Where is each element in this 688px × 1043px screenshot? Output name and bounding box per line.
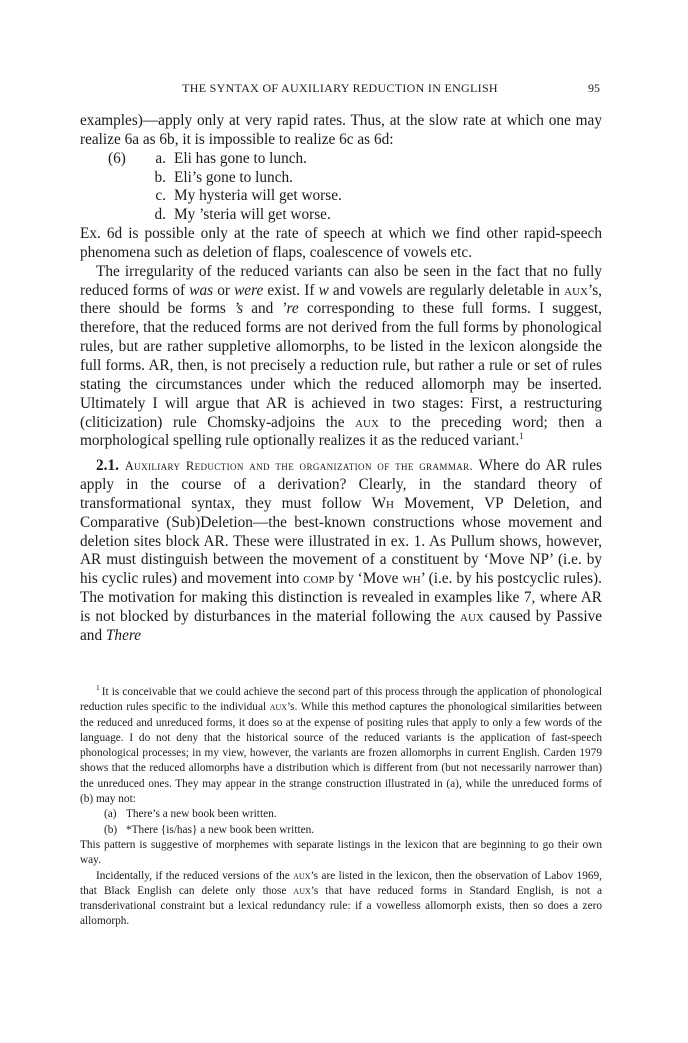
footnote-mark: 1 <box>96 683 100 693</box>
example-letter: c. <box>155 187 166 205</box>
section-heading: Auxiliary Reduction and the organization of the grammar. <box>124 459 474 474</box>
example-item <box>80 187 602 206</box>
example-letter: a. <box>155 149 166 167</box>
footnote-reference[interactable]: 1 <box>519 431 524 442</box>
example-text: My hysteria will get worse. <box>174 187 342 205</box>
paragraph: examples)—apply only at very rapid rates. Thus, at the slow rate at which one may realize 6a as 6b, it is impossible to realize 6c as 6d: <box>80 112 602 148</box>
footnote-example-text: There’s a new book been written. <box>126 808 277 821</box>
example-text: Eli has gone to lunch. <box>174 149 307 167</box>
footnote-example-label: (b) <box>104 823 118 836</box>
section-number: 2.1. <box>96 457 119 475</box>
footnote-1: $^1$ It is conceivable that we could achieve the second part of this process through the application of phonological reduction rules specific to the individual aux’s. While this method captures the phonological similarities between the reduced and unreduced forms, it does so at the expense of positing rules that apply to only a few words of the language. I do not deny that the historical source of the reduced variants is the application of fast-speech phonological processes; in my view, however, the variants are frozen allomorphs in current English. Carden 1979 shows that the reduced allomorphs have a distribution which is different from (but not necessarily narrower than) the unreduced ones. They may appear in the strange construction illustrated in (a), while the unreduced forms of (b) may not: <box>80 683 602 806</box>
footnote-example-label: (a) <box>104 808 117 821</box>
example-number: (6) <box>108 149 126 167</box>
paragraph: Ex. 6d is possible only at the rate of speech at which we find other rapid-speech phenomena such as deletion of flaps, coalescence of vowels etc. <box>80 225 602 261</box>
example-text: Eli’s gone to lunch. <box>174 168 293 186</box>
example-item <box>80 206 602 225</box>
page-header <box>80 81 600 97</box>
section-2-1: 2.1. Auxiliary Reduction and the organization of the grammar. Where do AR rules apply in the course of a derivation? Clearly, in the standard theory of transformational syntax, they must follow Wh Movement, VP Deletion, and Comparative (Sub)Deletion—the best-known constructions whose movement and deletion sites block AR. These were illustrated in ex. 1. As Pullum shows, however, AR must distinguish between the movement of a constituent by ‘Move NP’ (i.e. by his cyclic rules) and movement into comp by ‘Move wh’ (i.e. by his postcyclic rules). The motivation for making this distinction is revealed in examples like 7, where AR is not blocked by disturbances in the material following the aux caused by Passive and There <box>80 457 603 644</box>
example-item <box>80 150 602 169</box>
paragraph: The irregularity of the reduced variants can also be seen in the fact that no fully reduced forms of was or were exist. If w and vowels are regularly deletable in aux’s, there should be forms ’s and ’re corresponding to these full forms. I suggest, therefore, that the reduced forms are not derived from the full forms by phonological rules, but are rather suppletive allomorphs, to be listed in the lexicon alongside the full forms. AR, then, is not precisely a reduction rule, but rather a rule or set of rules stating the circumstances under which the reduced allomorph may be inserted. Ultimately I will argue that AR is achieved in two stages: First, a restructuring (cliticization) rule Chomsky-adjoins the aux to the preceding word; then a morphological spelling rule optionally realizes it as the reduced variant.$^1$ <box>80 262 603 450</box>
footnote-example <box>104 807 602 822</box>
example-letter: d. <box>154 206 166 224</box>
footnotes <box>80 685 602 930</box>
example-item <box>80 169 602 188</box>
footnote-paragraph: This pattern is suggestive of morphemes with separate listings in the lexicon that are beginning to go their own way. <box>80 838 602 867</box>
footnote-example <box>104 823 602 838</box>
example-letter: b. <box>154 168 166 186</box>
footnote-example-text: *There {is/has} a new book been written. <box>126 823 315 836</box>
example-text: My ’steria will get worse. <box>174 206 331 224</box>
example-6 <box>80 150 602 225</box>
footnote-paragraph: Incidentally, if the reduced versions of the aux’s are listed in the lexicon, then the observation of Labov 1969, that Black English can delete only those aux’s that have reduced forms in Standard English, is not a transderivational constraint but a lexical redundancy rule: if a vowelless allomorph exists, then so does a zero allomorph. <box>80 869 602 928</box>
main-text <box>80 112 602 646</box>
running-head: THE SYNTAX OF AUXILIARY REDUCTION IN ENGLISH <box>182 81 498 95</box>
page-number: 95 <box>588 81 600 95</box>
